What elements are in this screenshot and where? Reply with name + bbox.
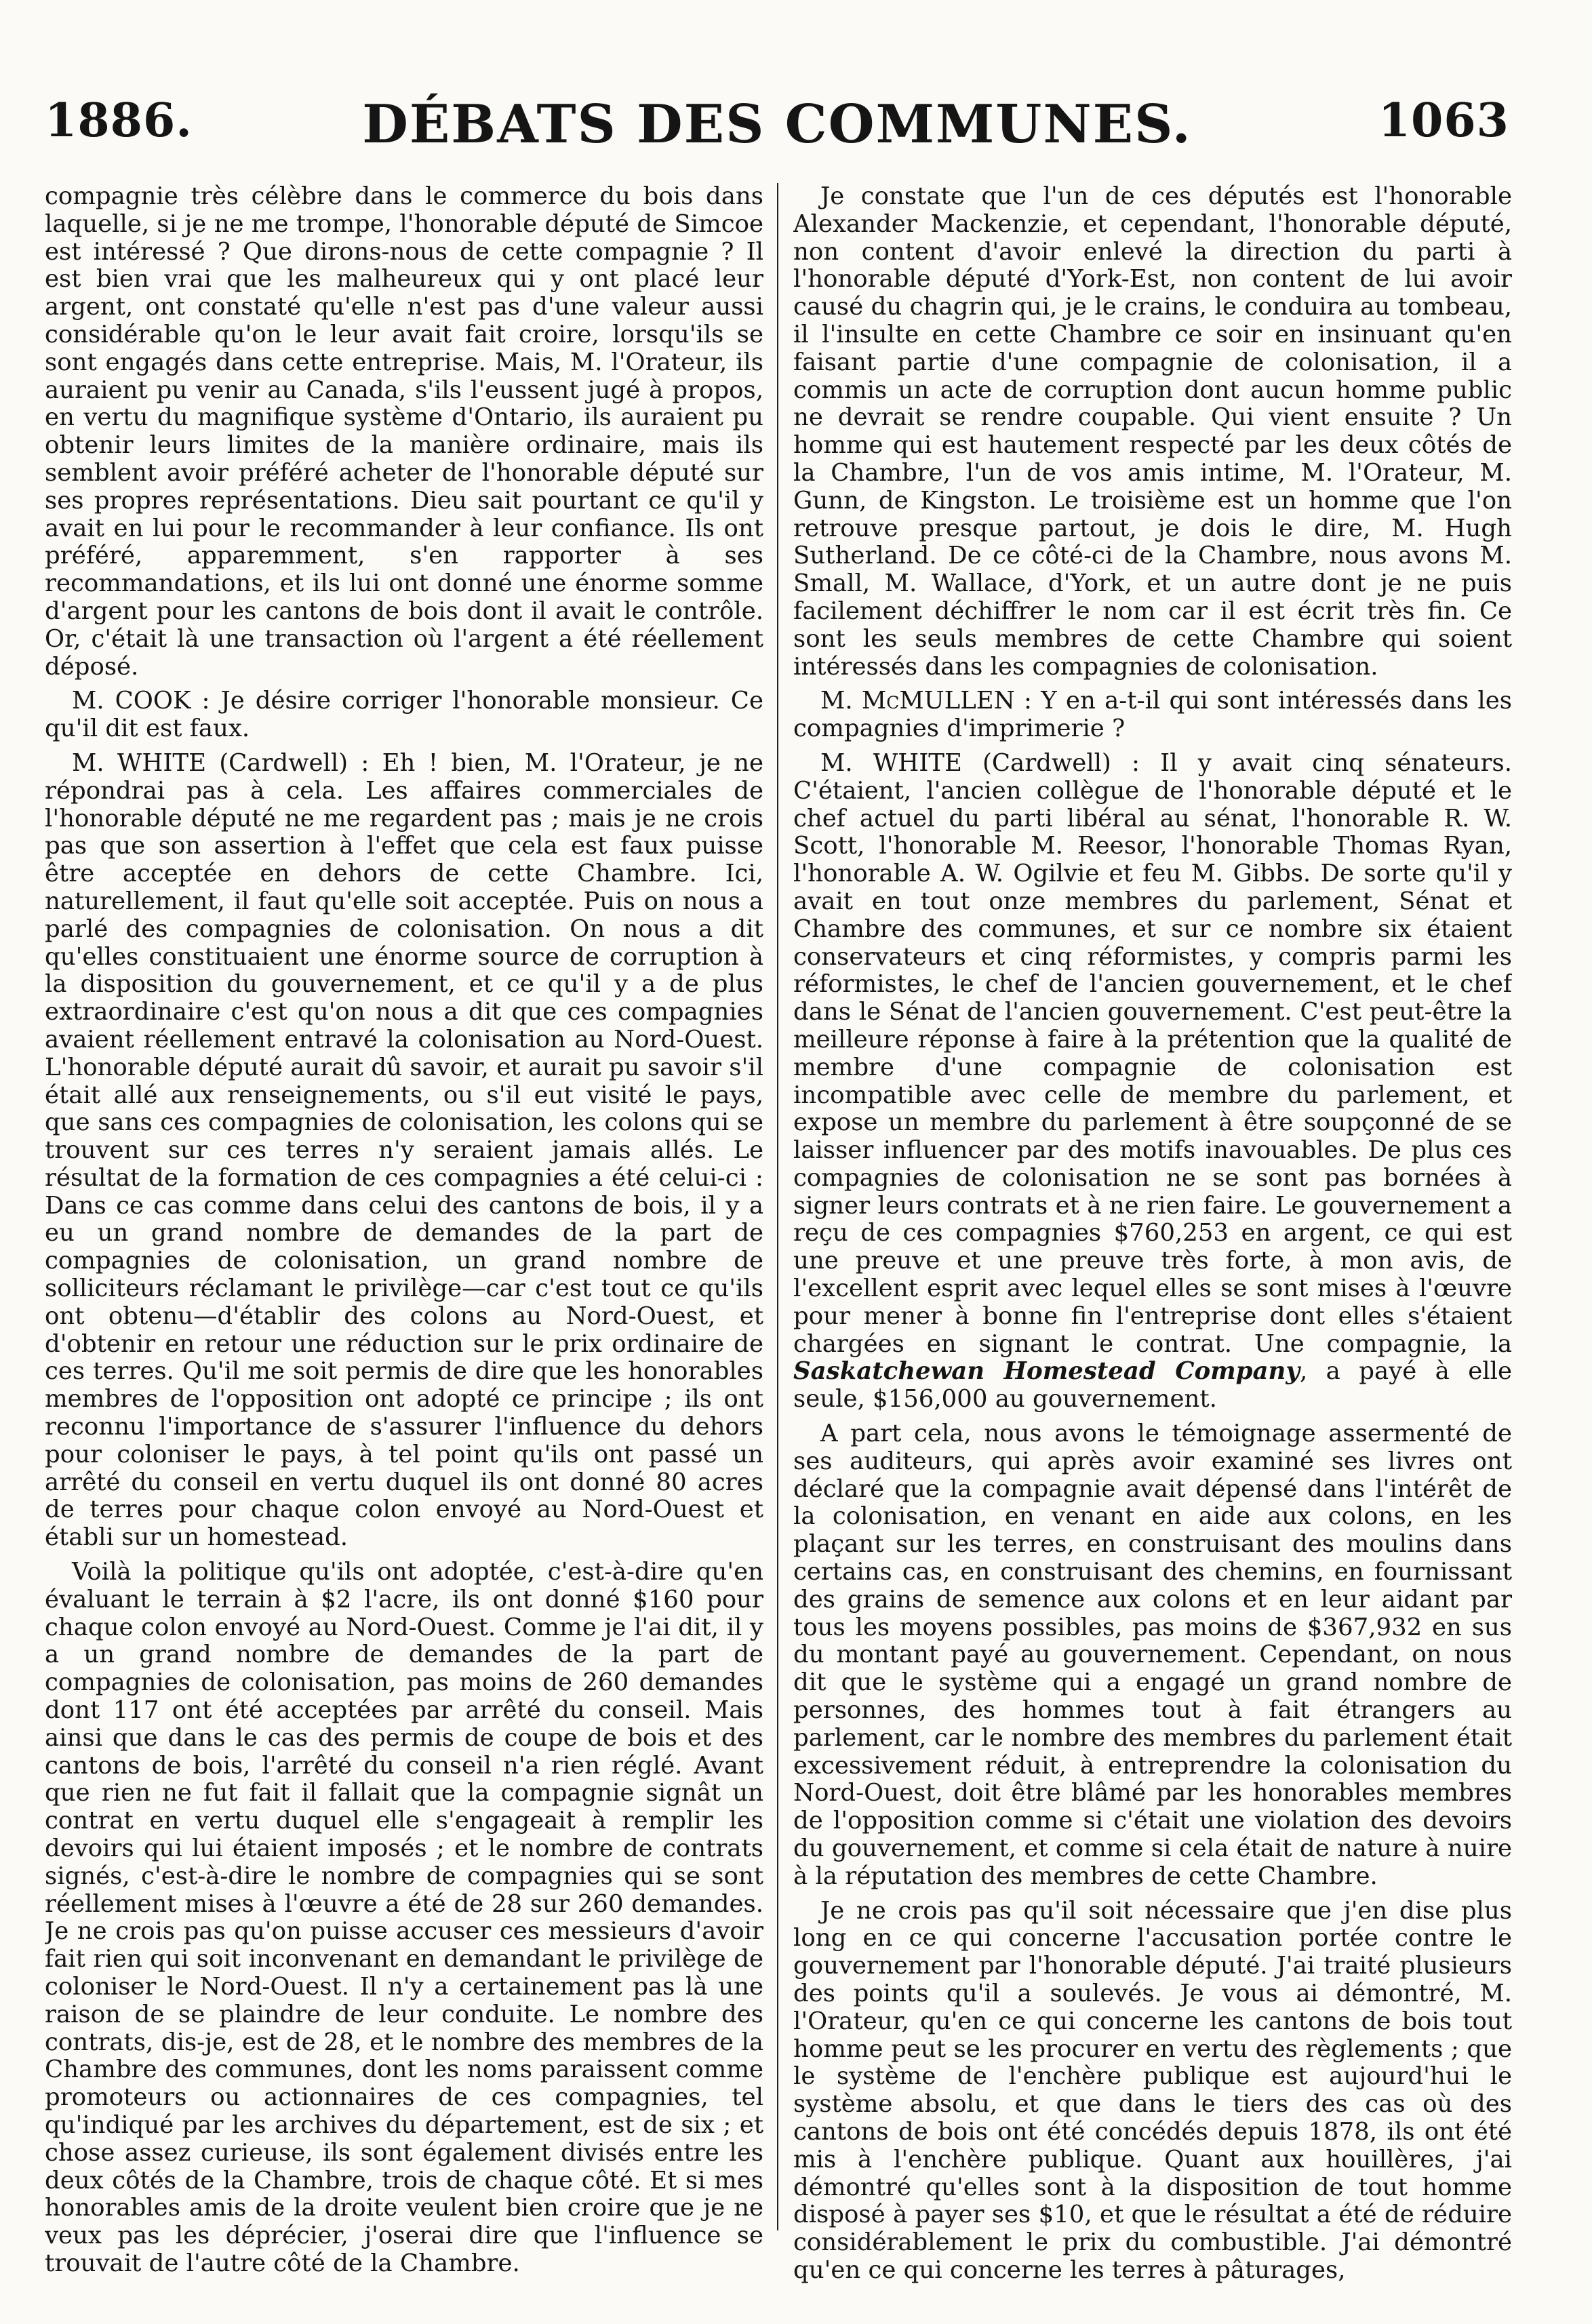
left-column	[45, 183, 763, 2305]
paragraph-text: Je désire corriger l'honorable monsieur. Ce qu'il dit est faux.	[45, 687, 763, 743]
speaker-name: M. COOK :	[72, 687, 210, 715]
paragraph	[793, 1420, 1512, 1891]
paragraph-text: Je constate que l'un de ces députés est l'honorable Alexander Mackenzie, et cependant, l'honorable député, non content d'avoir enlevé la direction du parti à l'honorable député d'York-Est, non content de lui avoir causé du chagrin qui, je le crains, le conduira au tombeau, il l'insulte en cette Chambre ce soir en insinuant qu'en faisant partie d'une compagnie de colonisation, il a commis un acte de corruption dont aucun homme public ne devrait se rendre coupable. Qui vient ensuite ? Un homme qui est hautement respecté par les deux côtés de la Chambre, l'un de vos amis intime, M. l'Orateur, M. Gunn, de Kingston. Le troisième est un homme que l'on retrouve presque partout, je dois le dire, M. Hugh Sutherland. De ce côté-ci de la Chambre, nous avons M. Small, M. Wallace, d'York, et un autre dont je ne puis facilement déchiffrer le nom car il est écrit très fin. Ce sont les seuls membres de cette Chambre qui soient intéressés dans les compagnies de colonisation.	[793, 183, 1512, 681]
speaker-name: M. WHITE	[820, 748, 962, 777]
paragraph	[793, 687, 1512, 743]
paragraph-text: compagnie très célèbre dans le commerce du bois dans laquelle, si je ne me trompe, l'honorable député de Simcoe est intéressé ? Que dirons-nous de cette compagnie ? Il est bien vrai que les malheureux qui y ont placé leur argent, ont constaté qu'elle n'est pas d'une valeur aussi considérable qu'on le leur avait fait croire, lorsqu'ils se sont engagés dans cette entreprise. Mais, M. l'Orateur, ils auraient pu venir au Canada, s'ils l'eussent jugé à propos, en vertu du magnifique système d'Ontario, ils auraient pu obtenir leurs limites de la manière ordinaire, mais ils semblent avoir préféré acheter de l'honorable député sur ses propres représentations. Dieu sait pourtant ce qu'il y avait en lui pour le recommander à leur confiance. Ils ont préféré, apparemment, s'en rapporter à ses recommandations, et ils lui ont donné une énorme somme d'argent pour les cantons de bois dont il avait le contrôle. Or, c'était là une transaction où l'argent a été réellement déposé.	[45, 183, 763, 681]
paragraph-text: , a payé à elle seule, $156,000 au gouvernement.	[793, 1357, 1512, 1414]
page-header	[45, 94, 1509, 168]
paragraph	[45, 1559, 763, 2278]
page-number: 1063	[1378, 94, 1509, 148]
paragraph-text: Voilà la politique qu'ils ont adoptée, c'est-à-dire qu'en évaluant le terrain à $2 l'acre, ils ont donné $160 pour chaque colon envoyé au Nord-Ouest. Comme je l'ai dit, il y a un grand nombre de demandes de la part de compagnies de colonisation, pas moins de 260 demandes dont 117 ont été acceptées par arrêté du conseil. Mais ainsi que dans le cas des permis de coupe de bois et des cantons de bois, l'arrêté du conseil n'a rien réglé. Avant que rien ne fut fait il fallait que la compagnie signât un contrat en vertu duquel elle s'engageait à remplir les devoirs qui lui étaient imposés ; et le nombre de contrats signés, c'est-à-dire le nombre de compagnies qui se sont réellement mises à l'œuvre a été de 28 sur 260 demandes. Je ne crois pas qu'on puisse accuser ces messieurs d'avoir fait rien qui soit inconvenant en demandant le privilège de coloniser le Nord-Ouest. Il n'y a certainement pas là une raison de se plaindre de leur conduite. Le nombre des contrats, dis-je, est de 28, et le nombre des membres de la Chambre des communes, dont les noms paraissent comme promoteurs ou actionnaires de ces compagnies, tel qu'indiqué par les archives du département, est de six ; et chose assez curieuse, ils sont également divisés entre les deux côtés de la Chambre, trois de chaque côté. Et si mes honorables amis de la droite veulent bien croire que je ne veux pas les déprécier, j'oserai dire que l'influence se trouvait de l'autre côté de la Chambre.	[45, 1558, 763, 2277]
paragraph-text: (Cardwell) : Il y avait cinq sénateurs. C'étaient, l'ancien collègue de l'honorable député et le chef actuel du parti libéral au sénat, l'honorable R. W. Scott, l'honorable M. Reesor, l'honorable Thomas Ryan, l'honorable A. W. Ogilvie et feu M. Gibbs. De sorte qu'il y avait en tout onze membres du parlement, Sénat et Chambre des communes, et sur ce nombre six étaient conservateurs et cinq réformistes, y compris parmi les réformistes, le chef de l'ancien gouvernement, et le chef dans le Sénat de l'ancien gouvernement. C'est peut-être la meilleure réponse à faire à la prétention que la qualité de membre d'une compagnie de colonisation est incompatible avec celle de membre du parlement, et expose un membre du parlement à être soupçonné de se laisser influencer par des motifs inavouables. De plus ces compagnies de colonisation ne se sont pas bornées à signer leurs contrats et à ne rien faire. Le gouvernement a reçu de ces compagnies $760,253 en argent, ce qui est une preuve et une preuve très forte, à mon avis, de l'excellent esprit avec lequel elles se sont mises à l'œuvre pour mener à bonne fin l'entreprise dont elles s'étaient chargées en signant le contrat. Une compagnie, la	[793, 748, 1512, 1358]
paragraph	[45, 183, 763, 681]
header-year: 1886.	[45, 94, 193, 148]
paragraph-text: A part cela, nous avons le témoignage assermenté de ses auditeurs, qui après avoir examiné ses livres ont déclaré que la compagnie avait dépensé dans l'intérêt de la colonisation, en venant en aide aux colons, en les plaçant sur les terres, en construisant des moulins dans certains cas, en construisant des chemins, en fournissant des grains de semence aux colons et en leur aidant par tous les moyens possibles, pas moins de $367,932 en sus du montant payé au gouvernement. Cependant, on nous dit que le système qui a engagé un grand nombre de personnes, des hommes tout à fait étrangers au parlement, car le nombre des membres du parlement était excessivement réduit, à entreprendre la colonisation du Nord-Ouest, doit être blâmé par les honorables membres de l'opposition comme si c'était une violation des devoirs du gouvernement, et comme si cela était de nature à nuire à la réputation des membres de cette Chambre.	[793, 1420, 1512, 1890]
header-title: DÉBATS DES COMMUNES.	[362, 94, 1192, 155]
paragraph	[45, 687, 763, 743]
right-column	[793, 183, 1512, 2305]
paragraph	[793, 750, 1512, 1414]
paragraph-text: Y en a-t-il qui sont intéressés dans les compagnies d'imprimerie ?	[793, 687, 1512, 743]
paragraph	[793, 1898, 1512, 2285]
speaker-name: M. WHITE	[72, 748, 206, 777]
paragraph	[45, 750, 763, 1552]
paragraph-text: Je ne crois pas qu'il soit nécessaire que j'en dise plus long en ce qui concerne l'accusation portée contre le gouvernement par l'honorable député. J'ai traité plusieurs des points qu'il a soulevés. Je vous ai démontré, M. l'Orateur, qu'en ce qui concerne les cantons de bois tout homme peut se les procurer en vertu des règlements ; que le système de l'enchère publique est aujourd'hui le système absolu, et que dans le tiers des cas où des cantons de bois ont été concédés depuis 1878, ils ont été mis à l'enchère publique. Quant aux houillères, j'ai démontré qu'elles sont à la disposition de tout homme disposé à payer ses $10, et que le résultat a été de réduire considérablement le prix du combustible. J'ai démontré qu'en ce qui concerne les terres à pâturages,	[793, 1896, 1512, 2284]
speaker-name: M. McMULLEN :	[820, 687, 1033, 715]
paragraph-text: (Cardwell) : Eh ! bien, M. l'Orateur, je ne répondrai pas à cela. Les affaires commerciales de l'honorable député ne me regardent pas ; mais je ne crois pas que son assertion à l'effet que cela est faux puisse être acceptée en dehors de cette Chambre. Ici, naturellement, il faut qu'elle soit acceptée. Puis on nous a parlé des compagnies de colonisation. On nous a dit qu'elles constituaient une énorme source de corruption à la disposition du gouvernement, et ce qu'il y a de plus extraordinaire c'est qu'on nous a dit que ces compagnies avaient réellement entravé la colonisation au Nord-Ouest. L'honorable député aurait dû savoir, et aurait pu savoir s'il était allé aux renseignements, ou s'il eut visité le pays, que sans ces compagnies de colonisation, les colons qui se trouvent sur ces terres n'y seraient jamais allés. Le résultat de la formation de ces compagnies a été celui-ci : Dans ce cas comme dans celui des cantons de bois, il y a eu un grand nombre de demandes de la part de compagnies de colonisation, un grand nombre de solliciteurs réclamant le privilège—car c'est tout ce qu'ils ont obtenu—d'établir des colons au Nord-Ouest, et d'obtenir en retour une réduction sur le prix ordinaire de ces terres. Qu'il me soit permis de dire que les honorables membres de l'opposition ont adopté ce principe ; ils ont reconnu l'importance de s'assurer l'influence du dehors pour coloniser le pays, à tel point qu'ils ont passé un arrêté du conseil en vertu duquel ils ont donné 80 acres de terres pour chaque colon envoyé au Nord-Ouest et établi sur un homestead.	[45, 748, 763, 1552]
company-name: Saskatchewan Homestead Company	[793, 1357, 1300, 1386]
paragraph	[793, 183, 1512, 681]
column-divider	[777, 183, 778, 2230]
